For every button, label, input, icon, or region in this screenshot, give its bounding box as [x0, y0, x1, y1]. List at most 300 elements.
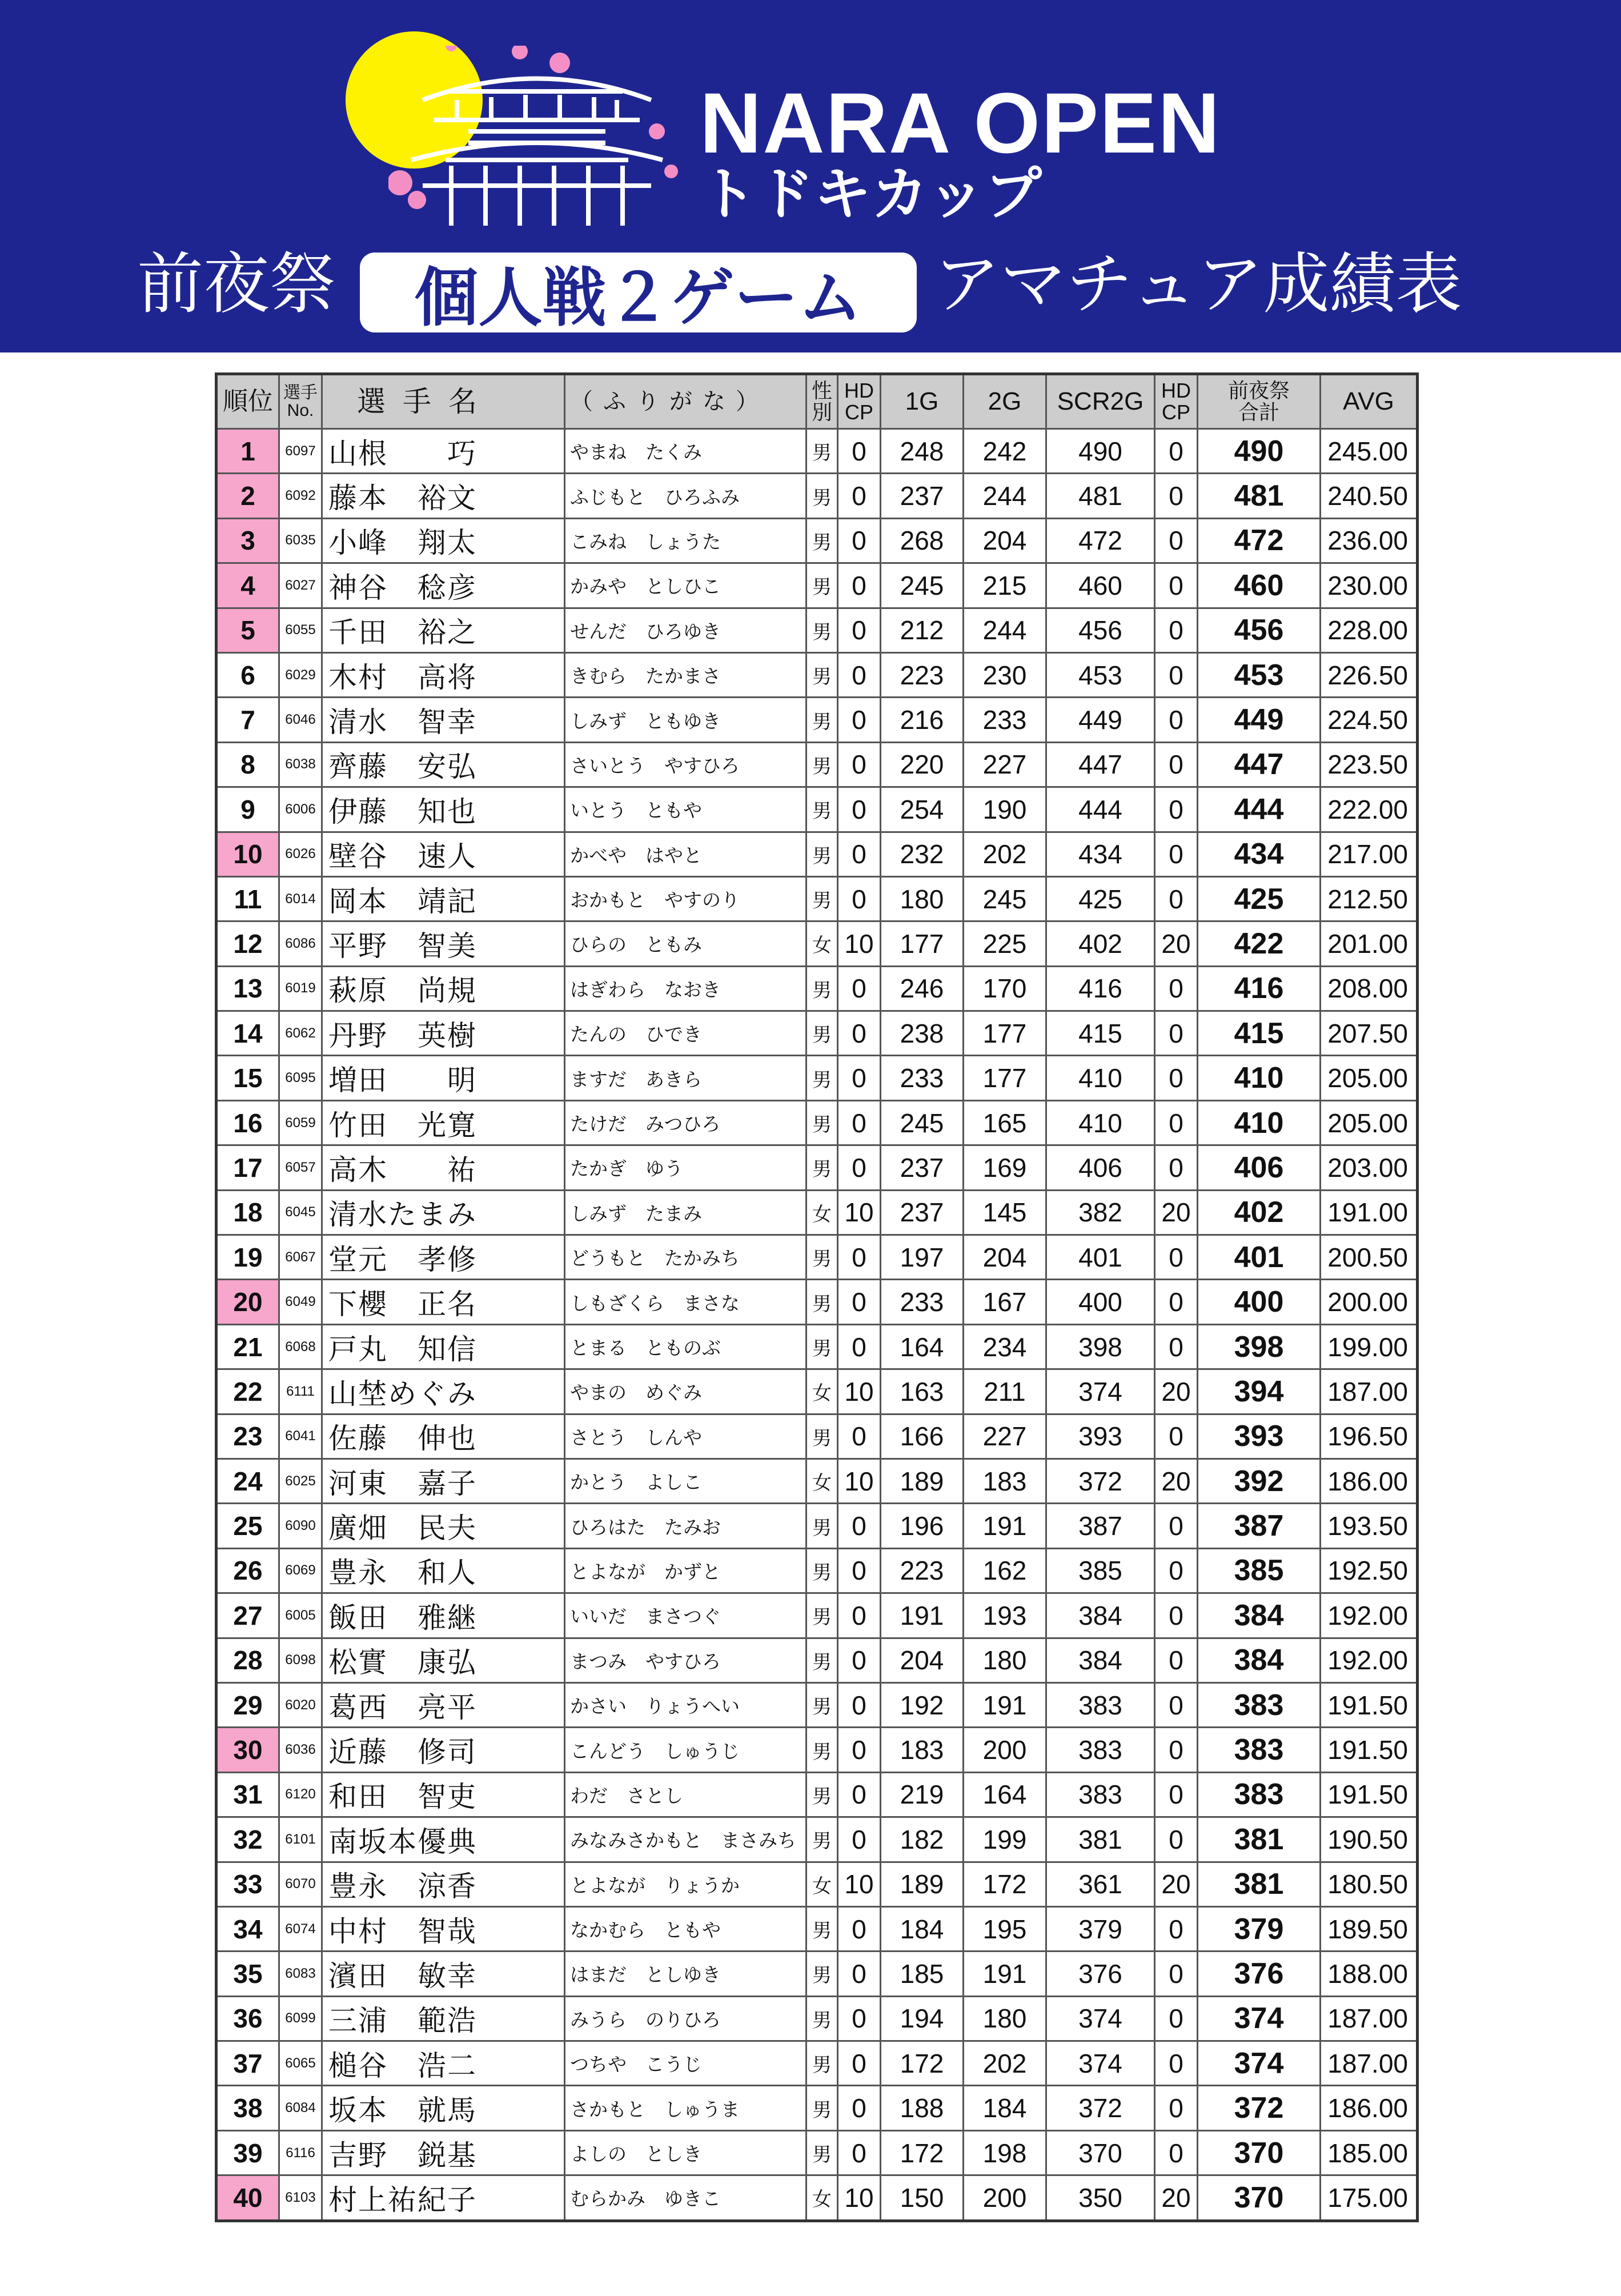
- average-cell: 226.50: [1321, 652, 1418, 697]
- game1-cell: 238: [881, 1011, 964, 1056]
- furigana-cell: いいだ まさつぐ: [565, 1593, 807, 1638]
- furigana-cell: やまの めぐみ: [565, 1369, 807, 1414]
- game2-cell: 169: [964, 1145, 1046, 1190]
- average-cell: 212.50: [1321, 876, 1418, 921]
- title-event-box: 個人戦２ゲーム: [360, 253, 917, 332]
- rank-cell: 1: [216, 429, 279, 474]
- furigana-cell: しみず ともゆき: [565, 698, 807, 742]
- hdcp-cell: 10: [838, 1862, 881, 1906]
- scratch-cell: 350: [1046, 2175, 1155, 2221]
- furigana-cell: とよなが りょうか: [565, 1862, 807, 1906]
- player-no-cell: 6049: [279, 1280, 322, 1324]
- hdcp-total-cell: 0: [1155, 1145, 1198, 1190]
- total-cell: 384: [1198, 1638, 1321, 1682]
- total-cell: 416: [1198, 966, 1321, 1011]
- table-row: [216, 2130, 1418, 2175]
- table-row: [216, 1504, 1418, 1548]
- furigana-cell: どうもと たかみち: [565, 1235, 807, 1280]
- sex-cell: 男: [807, 1011, 838, 1056]
- average-cell: 245.00: [1321, 429, 1418, 474]
- player-no-cell: 6036: [279, 1728, 322, 1772]
- hdcp-total-cell: 0: [1155, 2086, 1198, 2130]
- hdcp-cell: 0: [838, 608, 881, 652]
- hdcp-total-cell: 20: [1155, 1369, 1198, 1414]
- game1-cell: 245: [881, 563, 964, 608]
- rank-cell: 26: [216, 1548, 279, 1593]
- hdcp-cell: 10: [838, 1458, 881, 1503]
- game1-cell: 172: [881, 2041, 964, 2086]
- scratch-cell: 460: [1046, 563, 1155, 608]
- average-cell: 222.00: [1321, 787, 1418, 832]
- player-no-cell: 6026: [279, 832, 322, 876]
- table-row: [216, 2086, 1418, 2130]
- player-no-cell: 6092: [279, 474, 322, 518]
- furigana-cell: こみね しょうた: [565, 518, 807, 563]
- average-cell: 208.00: [1321, 966, 1418, 1011]
- player-name-cell: 南坂本優典: [322, 1817, 565, 1862]
- hdcp-total-cell: 0: [1155, 518, 1198, 563]
- furigana-cell: ひらの ともみ: [565, 921, 807, 966]
- hdcp-cell: 10: [838, 2175, 881, 2221]
- rank-cell: 28: [216, 1638, 279, 1682]
- game1-cell: 183: [881, 1728, 964, 1772]
- furigana-cell: ひろはた たみお: [565, 1504, 807, 1548]
- game1-cell: 204: [881, 1638, 964, 1682]
- player-no-cell: 6006: [279, 787, 322, 832]
- total-cell: 393: [1198, 1414, 1321, 1458]
- hdcp-cell: 0: [838, 787, 881, 832]
- game1-cell: 246: [881, 966, 964, 1011]
- game1-cell: 223: [881, 1548, 964, 1593]
- average-cell: 186.00: [1321, 1458, 1418, 1503]
- scratch-cell: 383: [1046, 1728, 1155, 1772]
- player-name-cell: 槌谷 浩二: [322, 2041, 565, 2086]
- furigana-cell: ますだ あきら: [565, 1056, 807, 1100]
- furigana-cell: しみず たまみ: [565, 1190, 807, 1235]
- rank-cell: 30: [216, 1728, 279, 1772]
- rank-cell: 17: [216, 1145, 279, 1190]
- player-no-cell: 6083: [279, 1952, 322, 1996]
- hdcp-total-cell: 20: [1155, 1190, 1198, 1235]
- game2-cell: 204: [964, 1235, 1046, 1280]
- furigana-cell: きむら たかまさ: [565, 652, 807, 697]
- scratch-cell: 447: [1046, 742, 1155, 787]
- hdcp-total-cell: 0: [1155, 652, 1198, 697]
- hdcp-cell: 0: [838, 1504, 881, 1548]
- scratch-cell: 381: [1046, 1817, 1155, 1862]
- scratch-cell: 453: [1046, 652, 1155, 697]
- hdcp-cell: 0: [838, 1324, 881, 1369]
- game2-cell: 245: [964, 876, 1046, 921]
- table-row: [216, 1548, 1418, 1593]
- rank-cell: 27: [216, 1593, 279, 1638]
- game2-cell: 180: [964, 1638, 1046, 1682]
- table-row: [216, 832, 1418, 876]
- total-cell: 406: [1198, 1145, 1321, 1190]
- table-row: [216, 563, 1418, 608]
- scratch-cell: 406: [1046, 1145, 1155, 1190]
- game1-cell: 232: [881, 832, 964, 876]
- total-cell: 415: [1198, 1011, 1321, 1056]
- player-no-cell: 6074: [279, 1906, 322, 1951]
- player-name-cell: 河東 嘉子: [322, 1458, 565, 1503]
- game1-cell: 192: [881, 1682, 964, 1727]
- furigana-cell: やまね たくみ: [565, 429, 807, 474]
- scratch-cell: 372: [1046, 2086, 1155, 2130]
- hdcp-cell: 0: [838, 563, 881, 608]
- total-cell: 490: [1198, 429, 1321, 474]
- rank-cell: 13: [216, 966, 279, 1011]
- average-cell: 205.00: [1321, 1056, 1418, 1100]
- hdcp-cell: 0: [838, 2130, 881, 2175]
- hdcp-total-cell: 0: [1155, 1235, 1198, 1280]
- table-row: [216, 2041, 1418, 2086]
- game2-cell: 190: [964, 787, 1046, 832]
- sex-cell: 男: [807, 1772, 838, 1817]
- title-suffix: アマチュア成績表: [934, 246, 1462, 323]
- hdcp-total-cell: 0: [1155, 1906, 1198, 1951]
- total-cell: 410: [1198, 1100, 1321, 1145]
- player-name-cell: 小峰 翔太: [322, 518, 565, 563]
- game1-cell: 197: [881, 1235, 964, 1280]
- game2-cell: 227: [964, 1414, 1046, 1458]
- table-row: [216, 429, 1418, 474]
- player-name-cell: 藤本 裕文: [322, 474, 565, 518]
- game1-cell: 237: [881, 1190, 964, 1235]
- sex-cell: 男: [807, 1145, 838, 1190]
- table-row: [216, 1817, 1418, 1862]
- average-cell: 192.00: [1321, 1638, 1418, 1682]
- total-cell: 392: [1198, 1458, 1321, 1503]
- game1-cell: 177: [881, 921, 964, 966]
- rank-cell: 4: [216, 563, 279, 608]
- furigana-cell: みなみさかもと まさみち: [565, 1817, 807, 1862]
- game2-cell: 162: [964, 1548, 1046, 1593]
- sex-cell: 男: [807, 1280, 838, 1324]
- game2-cell: 184: [964, 2086, 1046, 2130]
- game2-cell: 233: [964, 698, 1046, 742]
- player-no-cell: 6027: [279, 563, 322, 608]
- hdcp-cell: 0: [838, 518, 881, 563]
- rank-cell: 20: [216, 1280, 279, 1324]
- hdcp-total-cell: 0: [1155, 1056, 1198, 1100]
- average-cell: 240.50: [1321, 474, 1418, 518]
- header-hdcp: HD CP: [838, 374, 881, 429]
- sex-cell: 男: [807, 1056, 838, 1100]
- player-no-cell: 6055: [279, 608, 322, 652]
- sex-cell: 女: [807, 1862, 838, 1906]
- results-table: [215, 372, 1419, 2222]
- player-name-cell: 吉野 鋭基: [322, 2130, 565, 2175]
- game1-cell: 212: [881, 608, 964, 652]
- player-no-cell: 6065: [279, 2041, 322, 2086]
- player-no-cell: 6095: [279, 1056, 322, 1100]
- average-cell: 207.50: [1321, 1011, 1418, 1056]
- hdcp-total-cell: 0: [1155, 966, 1198, 1011]
- player-no-cell: 6041: [279, 1414, 322, 1458]
- player-no-cell: 6099: [279, 1996, 322, 2041]
- game1-cell: 220: [881, 742, 964, 787]
- scratch-cell: 372: [1046, 1458, 1155, 1503]
- hdcp-total-cell: 0: [1155, 1280, 1198, 1324]
- hdcp-total-cell: 0: [1155, 1638, 1198, 1682]
- player-no-cell: 6062: [279, 1011, 322, 1056]
- total-cell: 374: [1198, 1996, 1321, 2041]
- player-name-cell: 和田 智吏: [322, 1772, 565, 1817]
- scratch-cell: 449: [1046, 698, 1155, 742]
- game1-cell: 191: [881, 1593, 964, 1638]
- rank-cell: 8: [216, 742, 279, 787]
- total-cell: 370: [1198, 2175, 1321, 2221]
- table-row: [216, 474, 1418, 518]
- average-cell: 196.50: [1321, 1414, 1418, 1458]
- hdcp-total-cell: 0: [1155, 1504, 1198, 1548]
- sex-cell: 女: [807, 2175, 838, 2221]
- player-name-cell: 戸丸 知信: [322, 1324, 565, 1369]
- header-game1: 1G: [881, 374, 964, 429]
- sex-cell: 男: [807, 2130, 838, 2175]
- average-cell: 223.50: [1321, 742, 1418, 787]
- game2-cell: 180: [964, 1996, 1046, 2041]
- total-cell: 481: [1198, 474, 1321, 518]
- sex-cell: 男: [807, 1817, 838, 1862]
- game2-cell: 244: [964, 474, 1046, 518]
- hdcp-total-cell: 0: [1155, 876, 1198, 921]
- scratch-cell: 410: [1046, 1100, 1155, 1145]
- hdcp-cell: 0: [838, 1056, 881, 1100]
- total-cell: 383: [1198, 1772, 1321, 1817]
- player-name-cell: 豊永 和人: [322, 1548, 565, 1593]
- scratch-cell: 490: [1046, 429, 1155, 474]
- game2-cell: 200: [964, 1728, 1046, 1772]
- total-cell: 381: [1198, 1862, 1321, 1906]
- hdcp-total-cell: 20: [1155, 921, 1198, 966]
- player-name-cell: 坂本 就馬: [322, 2086, 565, 2130]
- table-row: [216, 1011, 1418, 1056]
- game1-cell: 237: [881, 1145, 964, 1190]
- hdcp-total-cell: 0: [1155, 1324, 1198, 1369]
- player-no-cell: 6038: [279, 742, 322, 787]
- player-no-cell: 6046: [279, 698, 322, 742]
- hdcp-cell: 0: [838, 698, 881, 742]
- scratch-cell: 376: [1046, 1952, 1155, 1996]
- scratch-cell: 370: [1046, 2130, 1155, 2175]
- table-row: [216, 1593, 1418, 1638]
- sex-cell: 男: [807, 474, 838, 518]
- total-cell: 398: [1198, 1324, 1321, 1369]
- hdcp-cell: 0: [838, 1772, 881, 1817]
- rank-cell: 7: [216, 698, 279, 742]
- player-name-cell: 岡本 靖記: [322, 876, 565, 921]
- rank-cell: 40: [216, 2175, 279, 2221]
- game2-cell: 211: [964, 1369, 1046, 1414]
- average-cell: 200.50: [1321, 1235, 1418, 1280]
- hdcp-cell: 0: [838, 966, 881, 1011]
- player-no-cell: 6029: [279, 652, 322, 697]
- scratch-cell: 384: [1046, 1638, 1155, 1682]
- hdcp-total-cell: 0: [1155, 1996, 1198, 2041]
- furigana-cell: しもざくら まさな: [565, 1280, 807, 1324]
- average-cell: 200.00: [1321, 1280, 1418, 1324]
- rank-cell: 6: [216, 652, 279, 697]
- table-row: [216, 1728, 1418, 1772]
- table-row: [216, 1414, 1418, 1458]
- table-row: [216, 921, 1418, 966]
- player-no-cell: 6019: [279, 966, 322, 1011]
- game2-cell: 204: [964, 518, 1046, 563]
- rank-cell: 9: [216, 787, 279, 832]
- scratch-cell: 402: [1046, 921, 1155, 966]
- hdcp-cell: 0: [838, 832, 881, 876]
- rank-cell: 21: [216, 1324, 279, 1369]
- furigana-cell: おかもと やすのり: [565, 876, 807, 921]
- scratch-cell: 398: [1046, 1324, 1155, 1369]
- furigana-cell: ふじもと ひろふみ: [565, 474, 807, 518]
- player-no-cell: 6057: [279, 1145, 322, 1190]
- scratch-cell: 374: [1046, 1996, 1155, 2041]
- game1-cell: 180: [881, 876, 964, 921]
- hdcp-cell: 0: [838, 1011, 881, 1056]
- hdcp-cell: 0: [838, 652, 881, 697]
- total-cell: 401: [1198, 1235, 1321, 1280]
- furigana-cell: たけだ みつひろ: [565, 1100, 807, 1145]
- hdcp-total-cell: 0: [1155, 1772, 1198, 1817]
- player-name-cell: 近藤 修司: [322, 1728, 565, 1772]
- player-name-cell: 濱田 敏幸: [322, 1952, 565, 1996]
- player-name-cell: 葛西 亮平: [322, 1682, 565, 1727]
- total-cell: 394: [1198, 1369, 1321, 1414]
- average-cell: 186.00: [1321, 2086, 1418, 2130]
- hdcp-cell: 0: [838, 1145, 881, 1190]
- player-name-cell: 萩原 尚規: [322, 966, 565, 1011]
- logo-title: NARA OPEN: [700, 75, 1221, 171]
- furigana-cell: さいとう やすひろ: [565, 742, 807, 787]
- sex-cell: 女: [807, 1369, 838, 1414]
- average-cell: 188.00: [1321, 1952, 1418, 1996]
- hdcp-total-cell: 0: [1155, 1682, 1198, 1727]
- rank-cell: 18: [216, 1190, 279, 1235]
- header-game2: 2G: [964, 374, 1046, 429]
- furigana-cell: かみや としひこ: [565, 563, 807, 608]
- scratch-cell: 415: [1046, 1011, 1155, 1056]
- game1-cell: 164: [881, 1324, 964, 1369]
- game2-cell: 234: [964, 1324, 1046, 1369]
- player-name-cell: 三浦 範浩: [322, 1996, 565, 2041]
- game1-cell: 163: [881, 1369, 964, 1414]
- rank-cell: 33: [216, 1862, 279, 1906]
- rank-cell: 14: [216, 1011, 279, 1056]
- furigana-cell: とまる とものぶ: [565, 1324, 807, 1369]
- player-no-cell: 6067: [279, 1235, 322, 1280]
- table-header-row: [216, 374, 1418, 429]
- scratch-cell: 472: [1046, 518, 1155, 563]
- average-cell: 224.50: [1321, 698, 1418, 742]
- table-row: [216, 1682, 1418, 1727]
- scratch-cell: 387: [1046, 1504, 1155, 1548]
- furigana-cell: せんだ ひろゆき: [565, 608, 807, 652]
- sex-cell: 男: [807, 2041, 838, 2086]
- average-cell: 228.00: [1321, 608, 1418, 652]
- hdcp-cell: 0: [838, 1817, 881, 1862]
- hdcp-total-cell: 0: [1155, 563, 1198, 608]
- hdcp-cell: 0: [838, 742, 881, 787]
- furigana-cell: よしの としき: [565, 2130, 807, 2175]
- table-row: [216, 1280, 1418, 1324]
- game2-cell: 215: [964, 563, 1046, 608]
- sex-cell: 男: [807, 832, 838, 876]
- hdcp-total-cell: 0: [1155, 1728, 1198, 1772]
- table-body: [216, 429, 1418, 2221]
- player-name-cell: 松實 康弘: [322, 1638, 565, 1682]
- game1-cell: 189: [881, 1862, 964, 1906]
- average-cell: 191.50: [1321, 1772, 1418, 1817]
- table-row: [216, 1190, 1418, 1235]
- player-no-cell: 6014: [279, 876, 322, 921]
- sex-cell: 男: [807, 608, 838, 652]
- game1-cell: 248: [881, 429, 964, 474]
- game2-cell: 227: [964, 742, 1046, 787]
- average-cell: 205.00: [1321, 1100, 1418, 1145]
- hdcp-total-cell: 20: [1155, 1862, 1198, 1906]
- sex-cell: 男: [807, 1682, 838, 1727]
- total-cell: 453: [1198, 652, 1321, 697]
- hdcp-cell: 0: [838, 1996, 881, 2041]
- hdcp-total-cell: 0: [1155, 1548, 1198, 1593]
- player-no-cell: 6097: [279, 429, 322, 474]
- game1-cell: 219: [881, 1772, 964, 1817]
- table-row: [216, 1056, 1418, 1100]
- hdcp-cell: 0: [838, 876, 881, 921]
- sex-cell: 男: [807, 1324, 838, 1369]
- temple-gate-icon: [388, 46, 685, 234]
- total-cell: 383: [1198, 1682, 1321, 1727]
- scratch-cell: 400: [1046, 1280, 1155, 1324]
- table-row: [216, 787, 1418, 832]
- hdcp-total-cell: 0: [1155, 2041, 1198, 2086]
- header-rank: 順位: [216, 374, 279, 429]
- total-cell: 400: [1198, 1280, 1321, 1324]
- table-row: [216, 1100, 1418, 1145]
- total-cell: 447: [1198, 742, 1321, 787]
- player-no-cell: 6069: [279, 1548, 322, 1593]
- rank-cell: 5: [216, 608, 279, 652]
- game1-cell: 150: [881, 2175, 964, 2221]
- rank-cell: 37: [216, 2041, 279, 2086]
- rank-cell: 38: [216, 2086, 279, 2130]
- game2-cell: 225: [964, 921, 1046, 966]
- player-no-cell: 6005: [279, 1593, 322, 1638]
- average-cell: 192.50: [1321, 1548, 1418, 1593]
- sex-cell: 男: [807, 1504, 838, 1548]
- total-cell: 460: [1198, 563, 1321, 608]
- table-row: [216, 1862, 1418, 1906]
- table-row: [216, 1145, 1418, 1190]
- hdcp-total-cell: 0: [1155, 698, 1198, 742]
- sex-cell: 男: [807, 518, 838, 563]
- table-row: [216, 1369, 1418, 1414]
- furigana-cell: はまだ としゆき: [565, 1952, 807, 1996]
- total-cell: 374: [1198, 2041, 1321, 2086]
- game1-cell: 188: [881, 2086, 964, 2130]
- rank-cell: 15: [216, 1056, 279, 1100]
- player-no-cell: 6045: [279, 1190, 322, 1235]
- hdcp-cell: 0: [838, 1593, 881, 1638]
- sex-cell: 女: [807, 921, 838, 966]
- game2-cell: 195: [964, 1906, 1046, 1951]
- player-name-cell: 増田 明: [322, 1056, 565, 1100]
- game2-cell: 165: [964, 1100, 1046, 1145]
- scratch-cell: 416: [1046, 966, 1155, 1011]
